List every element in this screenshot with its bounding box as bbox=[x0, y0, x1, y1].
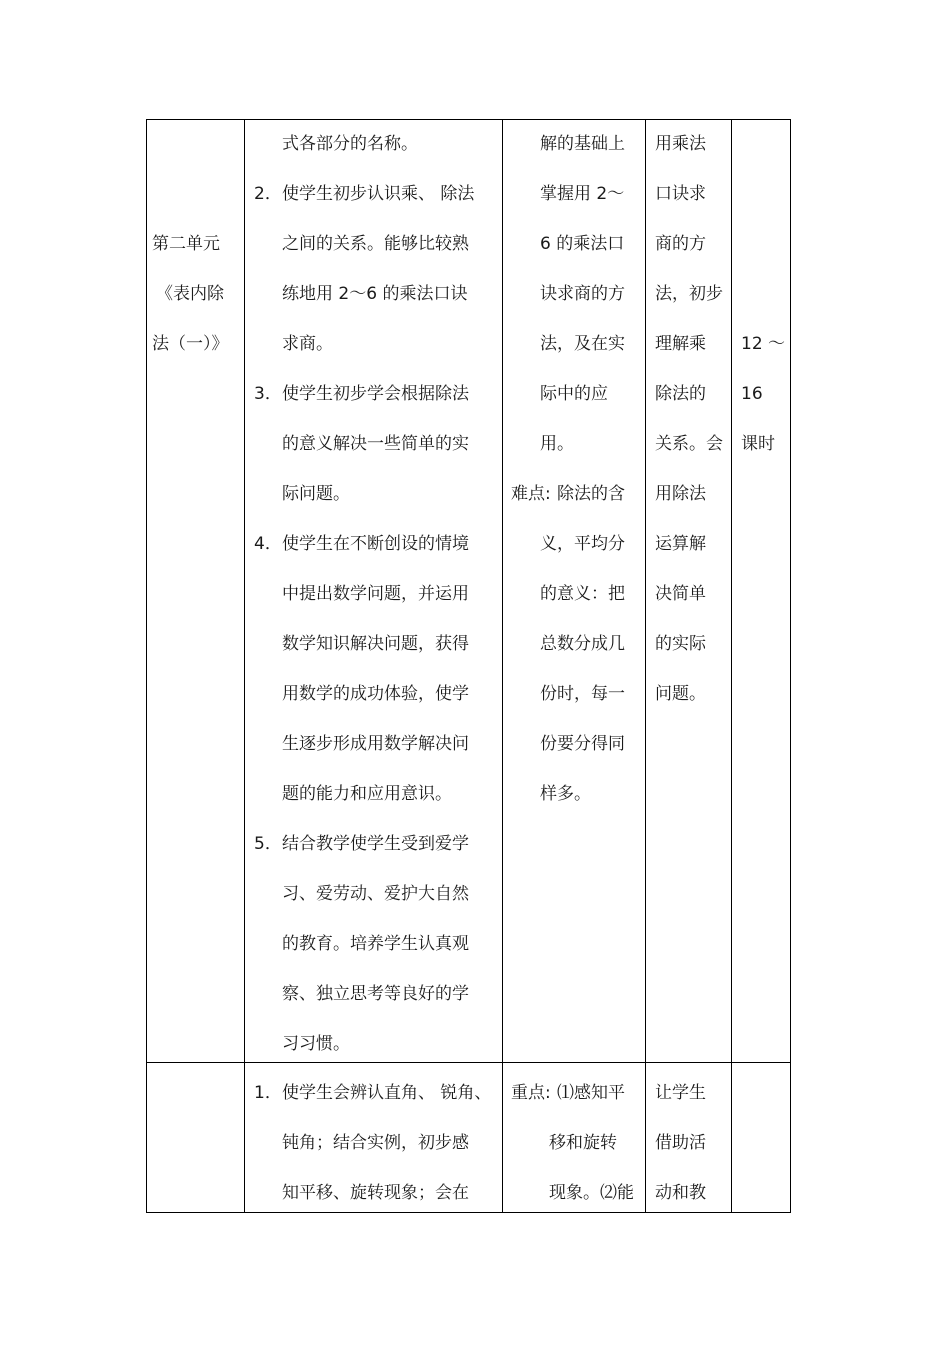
goal-line: 使学生在不断创设的情境 bbox=[282, 534, 469, 554]
goal-number: 3． bbox=[254, 384, 282, 404]
column-divider bbox=[731, 119, 732, 1213]
goal-line: 数学知识解决问题，获得 bbox=[282, 634, 469, 654]
row-divider bbox=[146, 1062, 791, 1063]
requirement-line: 理解乘 bbox=[655, 334, 706, 354]
keypoint-line: 的意义：把 bbox=[540, 584, 625, 604]
keypoint-line: 总数分成几 bbox=[540, 634, 625, 654]
goal-number: 4． bbox=[254, 534, 282, 554]
goal-line: 题的能力和应用意识。 bbox=[282, 784, 452, 804]
requirement-line: 法，初步 bbox=[655, 284, 723, 304]
goal-line: 式各部分的名称。 bbox=[282, 134, 418, 154]
goal-line: 求商。 bbox=[282, 334, 333, 354]
requirement-line: 问题。 bbox=[655, 684, 706, 704]
requirement-line: 商的方 bbox=[655, 234, 706, 254]
keypoint-label: 重点: bbox=[511, 1083, 551, 1103]
goal-line: 察、独立思考等良好的学 bbox=[282, 984, 469, 1004]
keypoint-line: 6 的乘法口 bbox=[540, 234, 625, 254]
keypoint-line: 移和旋转 bbox=[549, 1133, 617, 1153]
keypoint-line: 义，平均分 bbox=[540, 534, 625, 554]
requirement-line: 用除法 bbox=[655, 484, 706, 504]
requirement-line: 关系。会 bbox=[655, 434, 723, 454]
goal-line: 使学生会辨认直角、 锐角、 bbox=[282, 1083, 492, 1103]
keypoint-line: 除法的含 bbox=[557, 484, 625, 504]
keypoint-line: 用。 bbox=[540, 434, 574, 454]
requirement-line: 动和教 bbox=[655, 1183, 706, 1203]
keypoint-line: ⑴感知平 bbox=[557, 1083, 625, 1103]
keypoint-line: 样多。 bbox=[540, 784, 591, 804]
goal-line: 际问题。 bbox=[282, 484, 350, 504]
requirement-line: 除法的 bbox=[655, 384, 706, 404]
keypoint-line: 掌握用 2～ bbox=[540, 184, 625, 204]
goal-line: 习、爱劳动、爱护大自然 bbox=[282, 884, 469, 904]
goal-number: 5． bbox=[254, 834, 282, 854]
requirement-line: 用乘法 bbox=[655, 134, 706, 154]
keypoint-line: 份时，每一 bbox=[540, 684, 625, 704]
goal-line: 之间的关系。能够比较熟 bbox=[282, 234, 469, 254]
goal-line: 生逐步形成用数学解决问 bbox=[282, 734, 469, 754]
unit-line: 第二单元 bbox=[152, 234, 220, 254]
goal-number: 2． bbox=[254, 184, 282, 204]
goal-line: 使学生初步学会根据除法 bbox=[282, 384, 469, 404]
requirement-line: 借助活 bbox=[655, 1133, 706, 1153]
goal-line: 用数学的成功体验，使学 bbox=[282, 684, 469, 704]
keypoint-label: 难点: bbox=[511, 484, 551, 504]
requirement-line: 口诀求 bbox=[655, 184, 706, 204]
goal-line: 使学生初步认识乘、 除法 bbox=[282, 184, 475, 204]
keypoint-line: 现象。⑵能 bbox=[549, 1183, 634, 1203]
keypoint-line: 诀求商的方 bbox=[540, 284, 625, 304]
column-divider bbox=[645, 119, 646, 1213]
keypoint-line: 份要分得同 bbox=[540, 734, 625, 754]
keypoint-line: 际中的应 bbox=[540, 384, 608, 404]
hours-line: 课时 bbox=[741, 434, 775, 454]
goal-line: 的教育。培养学生认真观 bbox=[282, 934, 469, 954]
goal-line: 的意义解决一些简单的实 bbox=[282, 434, 469, 454]
requirement-line: 运算解 bbox=[655, 534, 706, 554]
goal-number: 1． bbox=[254, 1083, 282, 1103]
goal-line: 中提出数学问题，并运用 bbox=[282, 584, 469, 604]
requirement-line: 决简单 bbox=[655, 584, 706, 604]
hours-line: 16 bbox=[741, 384, 763, 404]
goal-line: 钝角；结合实例，初步感 bbox=[282, 1133, 469, 1153]
keypoint-line: 解的基础上 bbox=[540, 134, 625, 154]
requirement-line: 的实际 bbox=[655, 634, 706, 654]
goal-line: 习习惯。 bbox=[282, 1034, 350, 1054]
requirement-line: 让学生 bbox=[655, 1083, 706, 1103]
column-divider bbox=[502, 119, 503, 1213]
hours-line: 12 ～ bbox=[741, 334, 786, 354]
goal-line: 练地用 2～6 的乘法口诀 bbox=[282, 284, 468, 304]
goal-line: 结合教学使学生受到爱学 bbox=[282, 834, 469, 854]
keypoint-line: 法，及在实 bbox=[540, 334, 625, 354]
goal-line: 知平移、旋转现象；会在 bbox=[282, 1183, 469, 1203]
unit-line: 法（一）》 bbox=[152, 334, 229, 354]
unit-line: 《表内除 bbox=[156, 284, 224, 304]
column-divider bbox=[244, 119, 245, 1213]
